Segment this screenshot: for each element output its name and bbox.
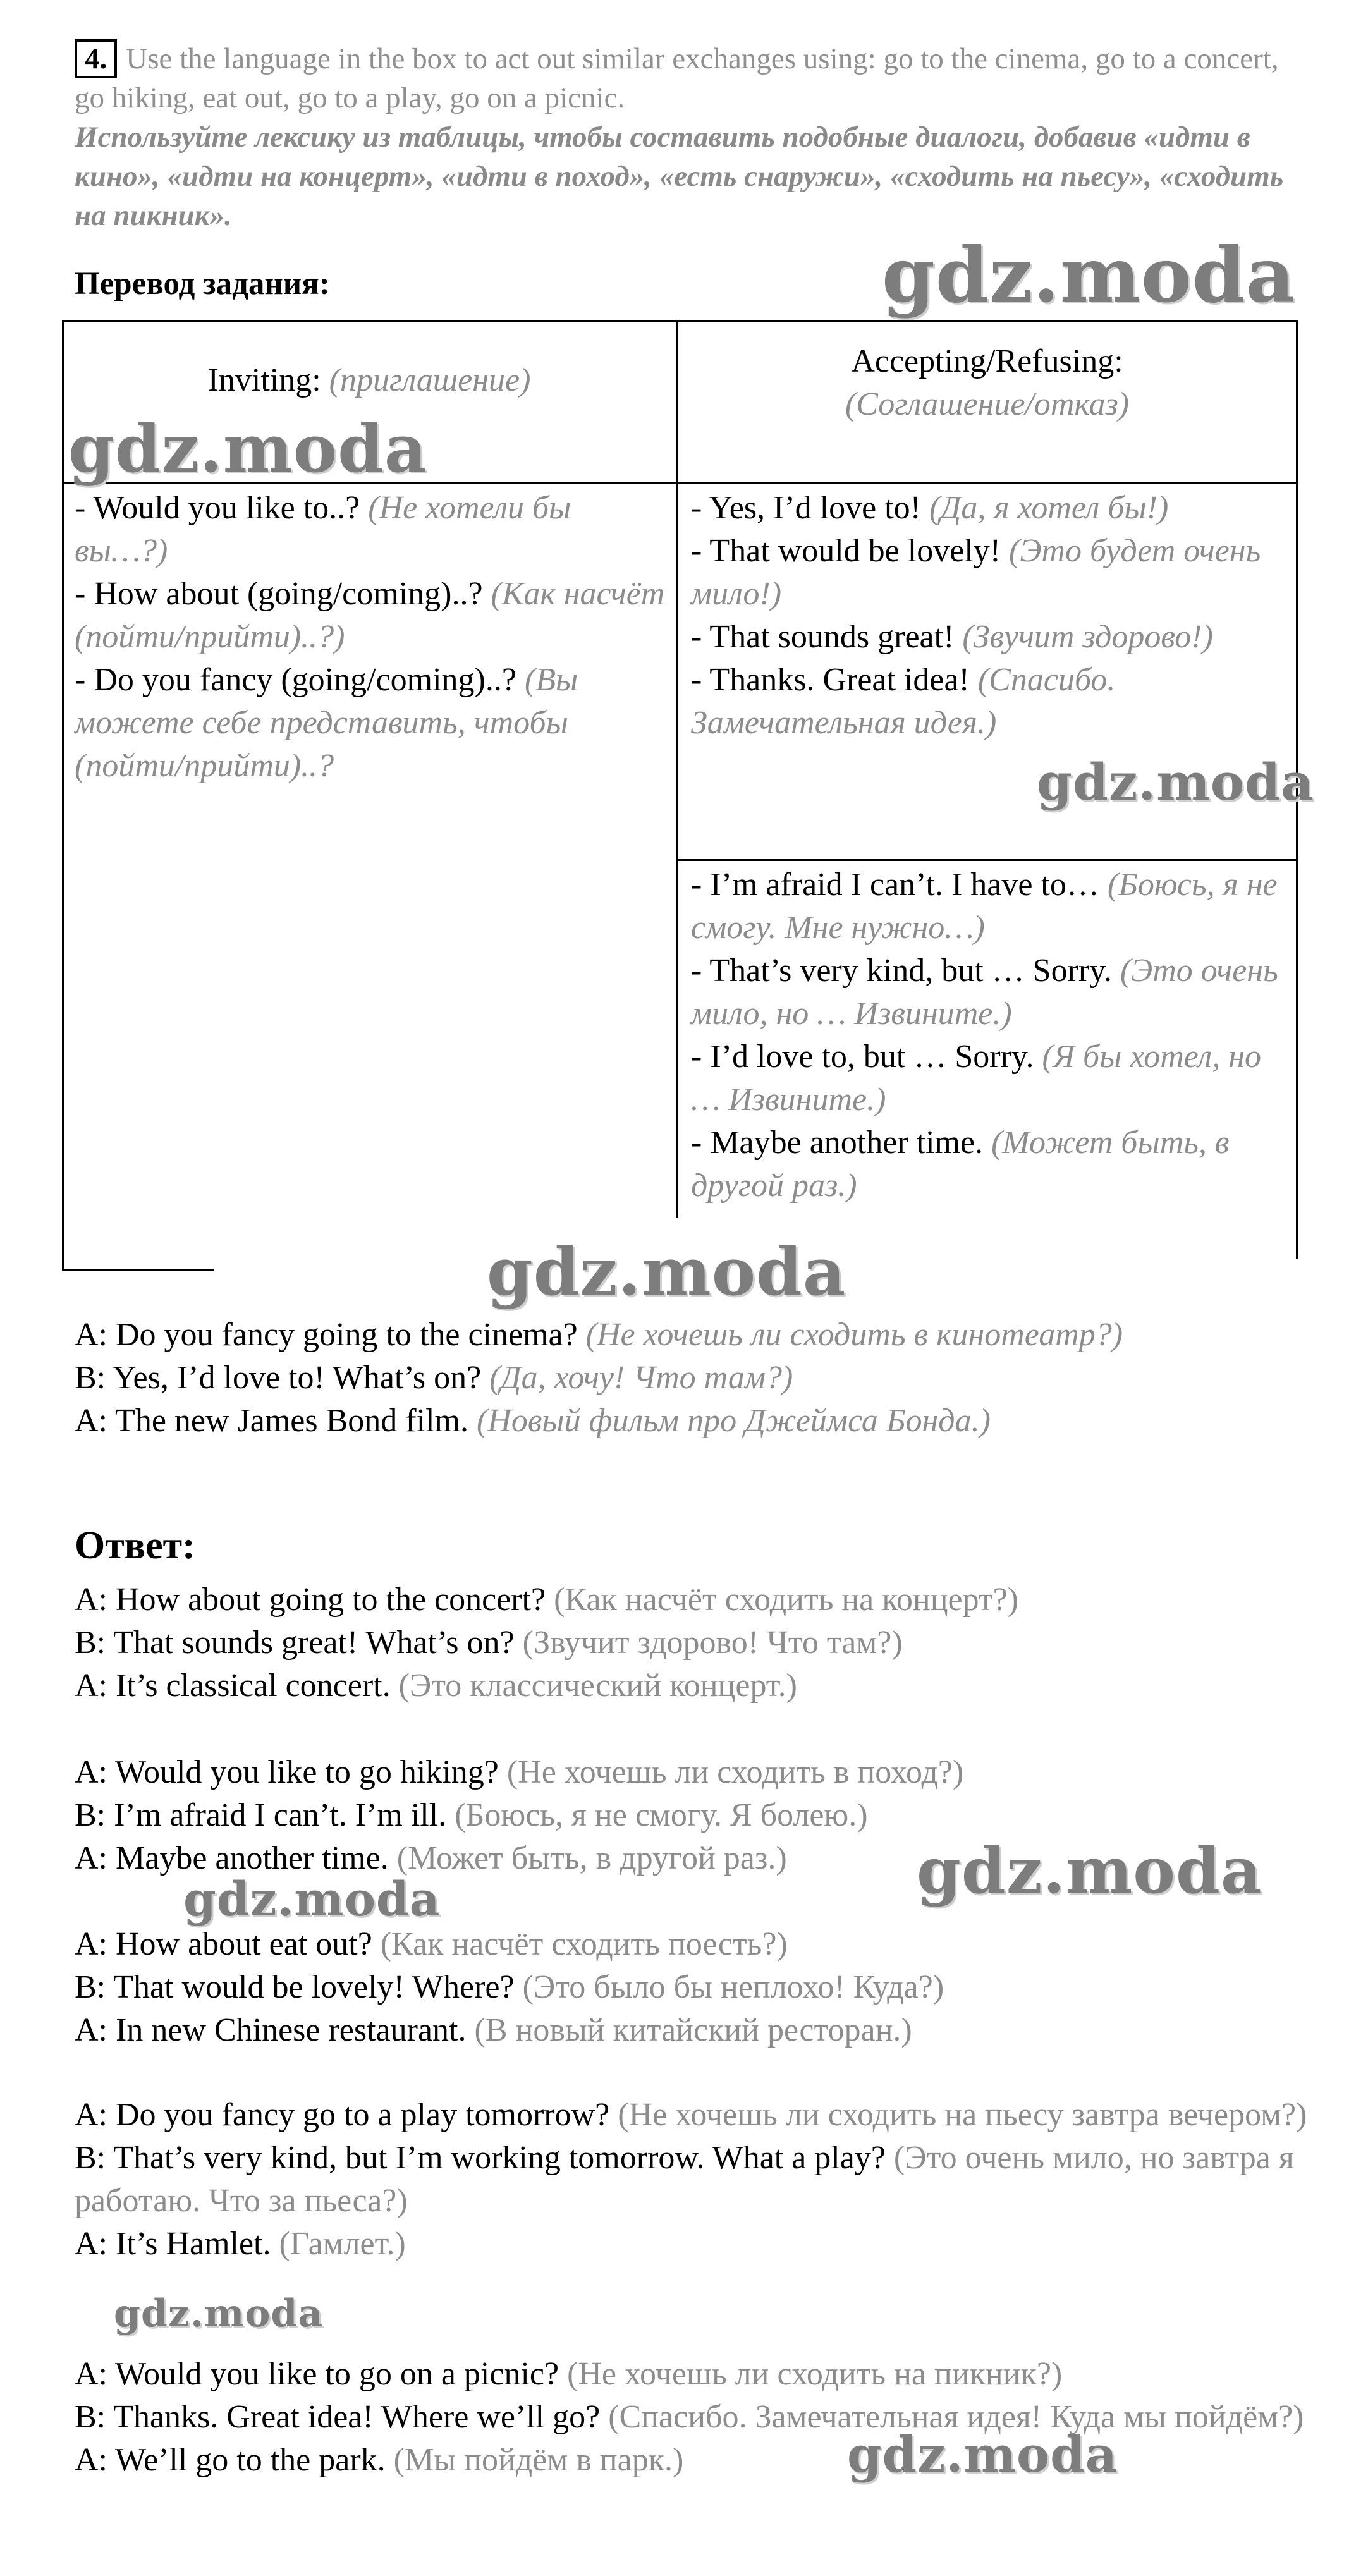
- example-dialogue: [75, 1314, 1314, 1443]
- table-border-bottom: [62, 1269, 214, 1271]
- dialogue-line: B: That would be lovely! Where? (Это было бы неплохо! Куда?): [75, 1969, 944, 2005]
- dialogue-line: B: Yes, I’d love to! What’s on? (Да, хочу! Что там?): [75, 1360, 793, 1396]
- task-instruction-ru: Используйте лексику из таблицы, чтобы составить подобные диалоги, добавив «идти в кино», «идти на концерт», «идти в поход», «есть снаружи», «сходить на пьесу», «сходить на пикник».: [75, 121, 1284, 232]
- list-item: - That sounds great! (Звучит здорово!): [691, 619, 1213, 655]
- watermark: gdz.moda: [1037, 752, 1314, 812]
- header-inviting: Inviting: (приглашение): [207, 362, 531, 398]
- dialogue-line: A: Maybe another time. (Может быть, в другой раз.): [75, 1840, 787, 1876]
- list-item: - I’m afraid I can’t. I have to… (Боюсь, я не смогу. Мне нужно…): [691, 867, 1278, 946]
- table-divider-refusing: [676, 859, 1298, 861]
- refusing-phrases: [691, 864, 1285, 1207]
- dialogue-line: A: Would you like to go on a picnic? (Не хочешь ли сходить на пикник?): [75, 2356, 1063, 2392]
- dialogue-line: A: We’ll go to the park. (Мы пойдём в парк.): [75, 2442, 684, 2478]
- list-item: - Thanks. Great idea! (Спасибо. Замечательная идея.): [691, 662, 1116, 741]
- answer-dialogue-3: [75, 1923, 1314, 2052]
- dialogue-line: A: How about going to the concert? (Как насчёт сходить на концерт?): [75, 1582, 1019, 1618]
- dialogue-line: B: Thanks. Great idea! Where we’ll go? (Спасибо. Замечательная идея! Куда мы пойдём?): [75, 2399, 1304, 2435]
- list-item: - Do you fancy (going/coming)..? (Вы можете себе представить, чтобы (пойти/прийти)..?: [75, 662, 578, 784]
- list-item: - Yes, I’d love to! (Да, я хотел бы!): [691, 490, 1169, 526]
- answer-dialogue-5: [75, 2353, 1314, 2482]
- list-item: - Maybe another time. (Может быть, в другой раз.): [691, 1125, 1230, 1204]
- watermark: gdz.moda: [487, 1233, 846, 1310]
- dialogue-line: A: Do you fancy go to a play tomorrow? (Не хочешь ли сходить на пьесу завтра вечером?): [75, 2097, 1307, 2133]
- translation-heading: Перевод задания:: [75, 266, 330, 302]
- task-number: 4.: [75, 39, 117, 78]
- watermark: gdz.moda: [847, 2426, 1118, 2484]
- answer-heading: Ответ:: [75, 1524, 195, 1567]
- dialogue-line: A: It’s classical concert. (Это классический концерт.): [75, 1668, 797, 1704]
- answer-dialogue-1: [75, 1578, 1314, 1707]
- dialogue-line: A: How about eat out? (Как насчёт сходить поесть?): [75, 1926, 788, 1962]
- table-divider-column: [676, 320, 678, 1218]
- header-accepting-refusing: Accepting/Refusing: (Соглашение/отказ): [845, 343, 1130, 422]
- list-item: - That’s very kind, but … Sorry. (Это очень мило, но … Извините.): [691, 953, 1278, 1032]
- dialogue-line: A: Would you like to go hiking? (Не хочешь ли сходить в поход?): [75, 1754, 964, 1790]
- list-item: - Would you like to..? (Не хотели бы вы…?): [75, 490, 571, 569]
- accepting-phrases: [691, 487, 1285, 745]
- list-item: - How about (going/coming)..? (Как насчёт (пойти/прийти)..?): [75, 576, 665, 655]
- watermark: gdz.moda: [114, 2292, 324, 2336]
- watermark: gdz.moda: [882, 231, 1296, 320]
- task-statement: [75, 39, 1314, 235]
- dialogue-line: B: That sounds great! What’s on? (Звучит здорово! Что там?): [75, 1625, 903, 1661]
- dialogue-line: A: The new James Bond film. (Новый фильм про Джеймса Бонда.): [75, 1403, 991, 1439]
- watermark: gdz.moda: [68, 410, 428, 487]
- dialogue-line: B: That’s very kind, but I’m working tomorrow. What a play? (Это очень мило, но завтра я работаю. Что за пьеса?): [75, 2140, 1294, 2219]
- list-item: - I’d love to, but … Sorry. (Я бы хотел, но … Извините.): [691, 1039, 1262, 1118]
- watermark: gdz.moda: [183, 1872, 441, 1927]
- dialogue-line: B: I’m afraid I can’t. I’m ill. (Боюсь, я не смогу. Я болею.): [75, 1797, 868, 1833]
- watermark: gdz.moda: [917, 1833, 1262, 1908]
- dialogue-line: A: In new Chinese restaurant. (В новый китайский ресторан.): [75, 2012, 912, 2048]
- table-border-top: [62, 320, 1298, 322]
- answer-dialogue-4: [75, 2094, 1314, 2266]
- list-item: - That would be lovely! (Это будет очень мило!): [691, 533, 1261, 612]
- task-instruction-en: Use the language in the box to act out similar exchanges using: go to the cinema, go to a concert, go hiking, eat out, go to a play, go on a picnic.: [75, 42, 1279, 114]
- inviting-phrases: [75, 487, 666, 788]
- dialogue-line: A: It’s Hamlet. (Гамлет.): [75, 2226, 406, 2262]
- table-border-left: [62, 320, 64, 1271]
- dialogue-line: A: Do you fancy going to the cinema? (Не хочешь ли сходить в кинотеатр?): [75, 1317, 1123, 1353]
